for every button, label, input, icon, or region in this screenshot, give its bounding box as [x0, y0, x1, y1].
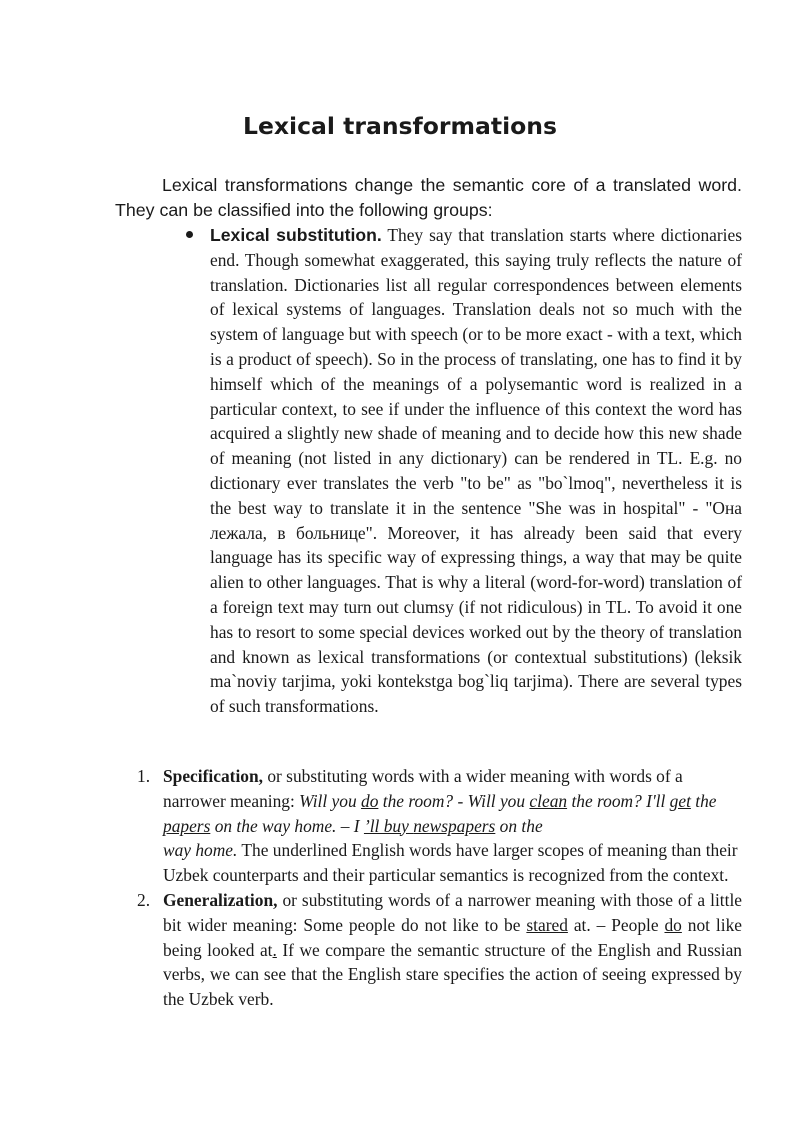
term-label: Lexical substitution. [210, 225, 382, 245]
underlined-word: do [664, 914, 682, 935]
underlined-word: get [669, 790, 691, 811]
item-text: or substituting words with a wider meaning with words of a narrower meaning: [163, 766, 683, 811]
bullet-list [210, 223, 742, 719]
example-text: the room? I'll [567, 790, 670, 811]
underlined-word: . [272, 939, 277, 960]
underlined-word: clean [529, 790, 568, 811]
term-label: Generalization, [163, 889, 278, 910]
example-text: Will you [299, 790, 361, 811]
item-text: or substituting words of a narrower meaning with those of a little bit wider meaning: Some people do not like to be [163, 889, 742, 935]
item-text: The underlined English words have larger scopes of meaning than their Uzbek counterparts and their particular semantics is recognized from the context. [163, 840, 738, 886]
underlined-word: papers [163, 815, 211, 836]
example-text: on the way home. – I [210, 815, 364, 836]
underlined-word: ’ll buy [363, 815, 414, 836]
item-number: 1. [137, 766, 151, 786]
term-label: Specification, [163, 766, 263, 786]
page-title: Lexical transformations [242, 112, 557, 140]
numbered-list [137, 764, 742, 1012]
example-text: the room? - Will you [378, 790, 530, 811]
bullet-text: They say that translation starts where dictionaries end. Though somewhat exaggerated, this saying truly reflects the nature of translation. Dictionaries list all regular correspondences between elements of lexical systems of languages. Translation deals not so much with the system of language but with speech (or to be more exact - with a text, which is a product of speech). So in the process of translating, one has to find it by himself which of the meanings of a polysemantic word is realized in a particular context, to see if under the influence of this context the word has acquired a slightly new shade of meaning and to decide how this new shade of meaning (not listed in any dictionary) can be rendered in TL. E.g. no dictionary ever translates the verb "to be" as "bo`lmoq", nevertheless it is the best way to translate it in the sentence "She was in hospital" - "Она лежала, в больнице". Moreover, it has already been said that every language has its specific way of expressing things, a way that may be quite alien to other languages. That is why a literal (word-for-word) translation of a foreign text may turn out clumsy (if not ridiculous) in TL. To avoid it one has to resort to some special devices worked out by the theory of translation and known as lexical transformations (or contextual substitutions) (leksik ma`noviy tarjima, yoki kontekstga bog`liq tarjima). There are several types of such transformations. [210, 225, 742, 717]
list-item [137, 764, 742, 888]
list-item [210, 223, 742, 719]
bullet-icon [186, 231, 193, 238]
underlined-word: do [361, 790, 379, 811]
item-text: If we compare the semantic structure of the English and Russian verbs, we can see that the English stare specifies the action of seeing expressed by the Uzbek verb. [163, 939, 742, 1010]
intro-paragraph: Lexical transformations change the semantic core of a translated word. They can be classified into the following groups: [115, 175, 742, 220]
item-number: 2. [137, 889, 151, 910]
example-text: the [690, 790, 717, 811]
example-text: way home. [163, 840, 238, 861]
underlined-word: newspapers [413, 815, 496, 836]
item-text: not like being looked at [163, 914, 742, 960]
underlined-word: stared [526, 914, 568, 935]
item-text: at. – People [567, 914, 665, 935]
list-item [137, 888, 742, 1012]
example-text: on the [495, 815, 543, 836]
